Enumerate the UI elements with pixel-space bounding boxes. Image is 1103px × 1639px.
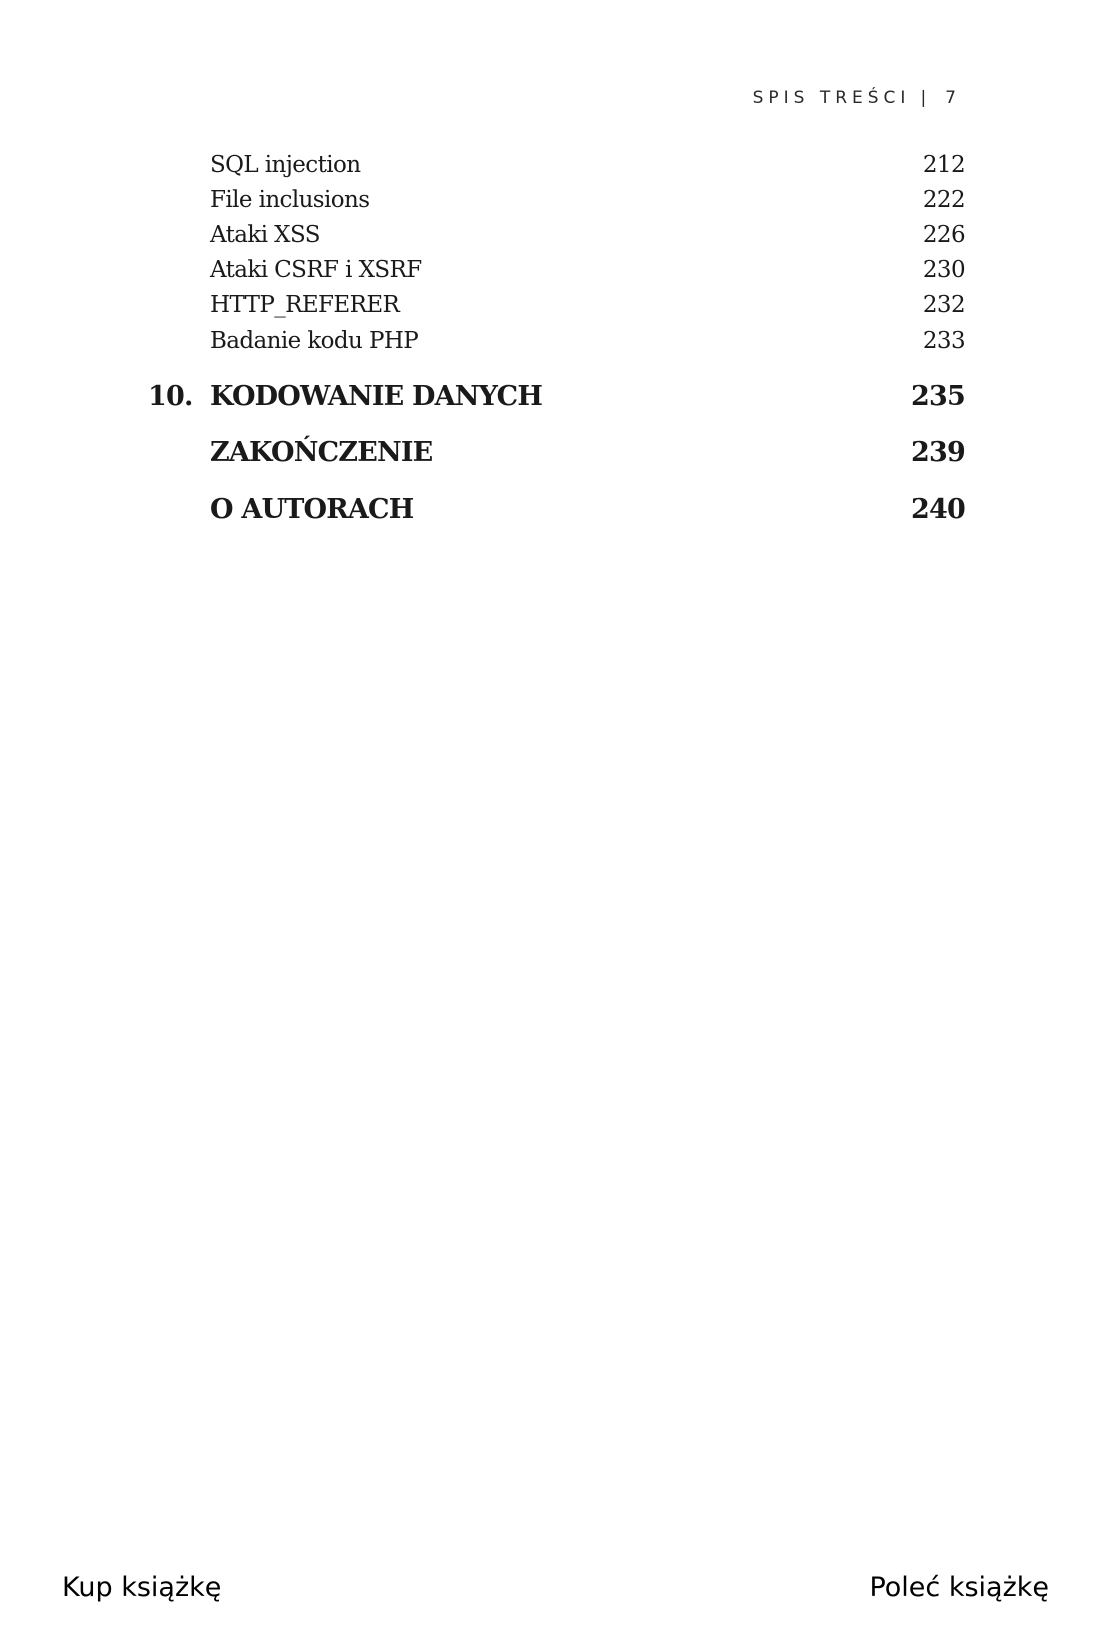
toc-chapter-title: O AUTORACH <box>210 494 414 525</box>
toc-entry-title: File inclusions <box>210 187 370 213</box>
toc-chapter-title: ZAKOŃCZENIE <box>210 437 433 468</box>
toc-entry-title: SQL injection <box>210 152 361 178</box>
toc-entry-page: 233 <box>922 328 965 354</box>
toc-chapter-page: 239 <box>911 437 965 468</box>
header-separator: | <box>920 88 932 108</box>
toc-chapter-page: 240 <box>911 494 965 525</box>
toc-entry-title: Badanie kodu PHP <box>210 328 419 354</box>
toc-entry-page: 226 <box>922 222 965 248</box>
header-page-number: 7 <box>945 88 961 108</box>
header-section-title: SPIS TREŚCI <box>752 88 911 108</box>
recommend-book-link[interactable]: Poleć książkę <box>869 1572 1049 1603</box>
toc-entry-page: 232 <box>922 292 965 318</box>
toc-entry-title: HTTP_REFERER <box>210 292 400 318</box>
toc-chapter-number: 10. <box>148 381 193 412</box>
toc-entry-page: 230 <box>922 257 965 283</box>
buy-book-link[interactable]: Kup książkę <box>62 1572 222 1603</box>
toc-entry-page: 222 <box>922 187 965 213</box>
toc-entry-title: Ataki XSS <box>210 222 320 248</box>
running-header <box>753 88 961 108</box>
toc-entry-title: Ataki CSRF i XSRF <box>210 257 422 283</box>
toc-entry-page: 212 <box>922 152 965 178</box>
toc-chapter-page: 235 <box>911 381 965 412</box>
toc-chapter-title: KODOWANIE DANYCH <box>210 381 543 412</box>
